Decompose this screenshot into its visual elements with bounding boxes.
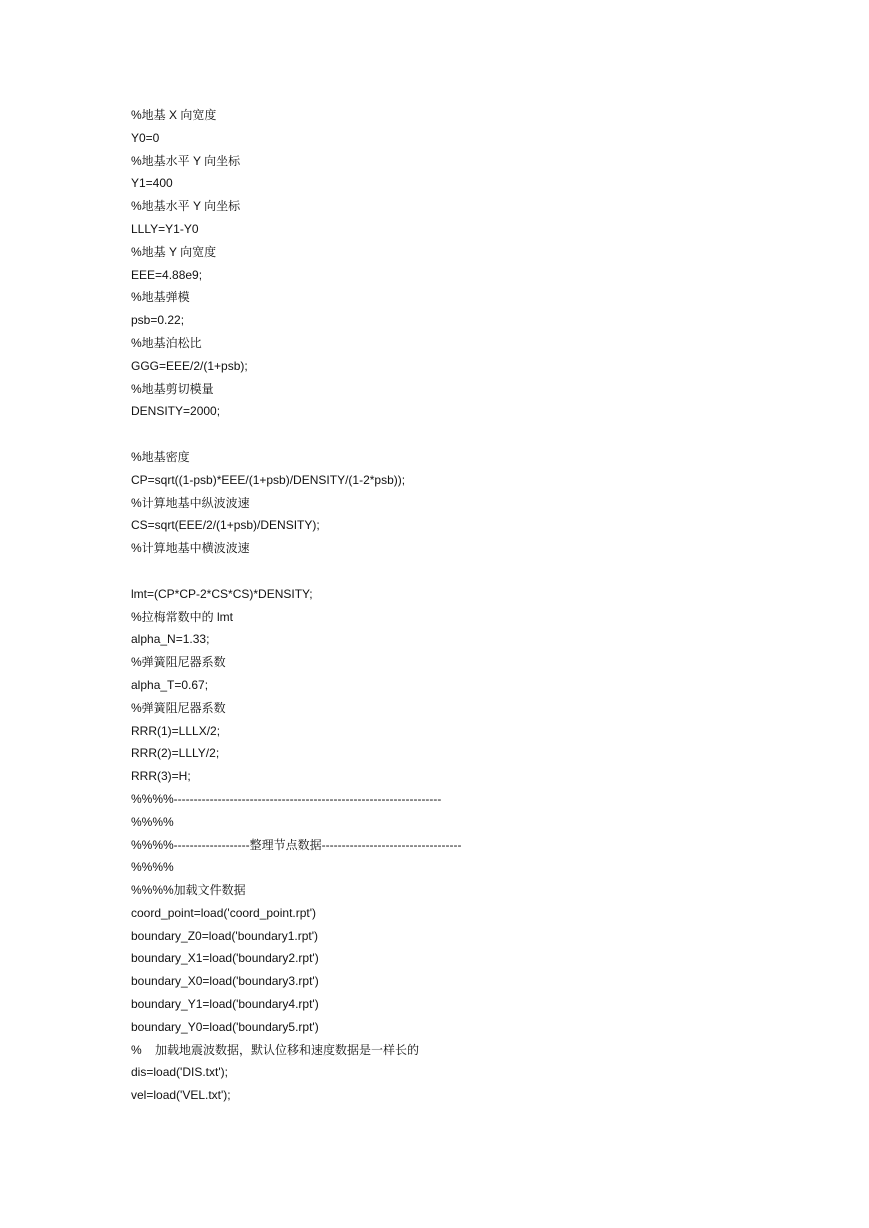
comment-line: %地基水平 Y 向坐标: [131, 199, 241, 214]
comment-line: %地基水平 Y 向坐标: [131, 153, 241, 168]
comment-line: %%%%-------------------------------------------------------------------: [131, 791, 442, 806]
code-line: boundary_X1=load('boundary2.rpt'): [131, 951, 319, 966]
code-line: CS=sqrt(EEE/2/(1+psb)/DENSITY);: [131, 518, 320, 533]
code-line: RRR(2)=LLLY/2;: [131, 746, 220, 761]
code-line: dis=load('DIS.txt');: [131, 1065, 228, 1080]
code-line: alpha_N=1.33;: [131, 632, 210, 647]
comment-line: %地基弹模: [131, 290, 190, 305]
comment-line: %%%%: [131, 814, 174, 829]
comment-line: %地基泊松比: [131, 335, 202, 350]
code-line: vel=load('VEL.txt');: [131, 1088, 231, 1103]
code-line: EEE=4.88e9;: [131, 267, 203, 282]
code-line: LLLY=Y1-Y0: [131, 221, 199, 236]
code-line: GGG=EEE/2/(1+psb);: [131, 358, 248, 373]
code-line: boundary_Y1=load('boundary4.rpt'): [131, 997, 319, 1012]
comment-line: %地基密度: [131, 449, 190, 464]
blank-line: [131, 560, 831, 583]
code-line: Y1=400: [131, 176, 173, 191]
comment-line: %拉梅常数中的 lmt: [131, 609, 234, 624]
code-line: lmt=(CP*CP-2*CS*CS)*DENSITY;: [131, 586, 313, 601]
code-line: Y0=0: [131, 130, 160, 145]
comment-line: %地基 Y 向宽度: [131, 244, 217, 259]
code-line: boundary_X0=load('boundary3.rpt'): [131, 974, 319, 989]
comment-line: %计算地基中纵波波速: [131, 495, 250, 510]
comment-line: %弹簧阻尼器系数: [131, 700, 226, 715]
code-line: psb=0.22;: [131, 313, 185, 328]
code-listing: [131, 104, 831, 1107]
blank-line: [131, 423, 831, 446]
code-line: DENSITY=2000;: [131, 404, 221, 419]
comment-line: %弹簧阻尼器系数: [131, 655, 226, 670]
code-line: alpha_T=0.67;: [131, 677, 209, 692]
comment-line: %地基剪切模量: [131, 381, 214, 396]
code-line: coord_point=load('coord_point.rpt'): [131, 905, 317, 920]
comment-line: %%%%-------------------整理节点数据-----------------------------------: [131, 837, 462, 852]
comment-line: %%%%: [131, 860, 174, 875]
code-line: RRR(1)=LLLX/2;: [131, 723, 221, 738]
comment-line: %%%%加载文件数据: [131, 883, 246, 898]
code-line: RRR(3)=H;: [131, 769, 191, 784]
code-line: CP=sqrt((1-psb)*EEE/(1+psb)/DENSITY/(1-2*psb));: [131, 472, 406, 487]
code-line: boundary_Z0=load('boundary1.rpt'): [131, 928, 319, 943]
code-line: boundary_Y0=load('boundary5.rpt'): [131, 1019, 319, 1034]
comment-line: %地基 X 向宽度: [131, 108, 217, 122]
comment-line: %计算地基中横波波速: [131, 541, 250, 556]
comment-line: % 加载地震波数据，默认位移和速度数据是一样长的: [131, 1042, 420, 1057]
